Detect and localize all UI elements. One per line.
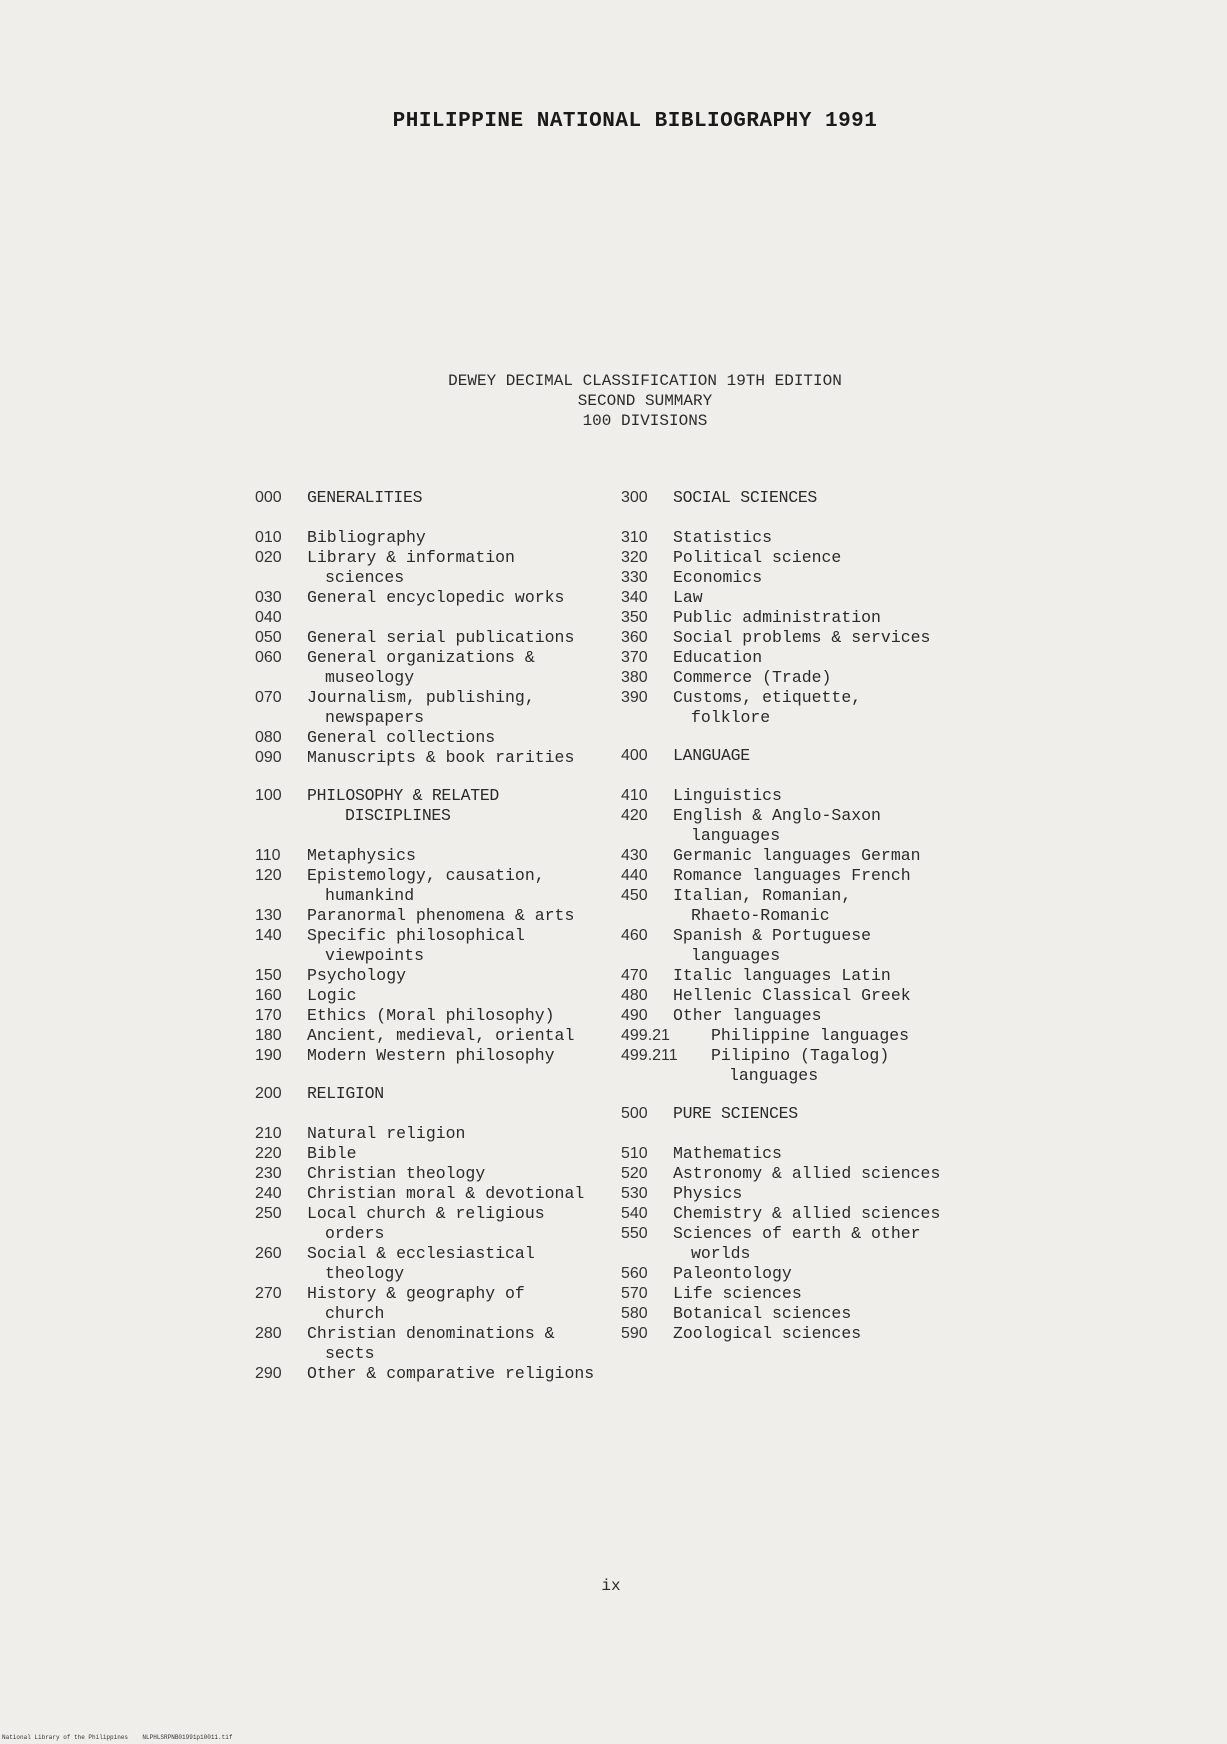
section-heading: [621, 1104, 981, 1124]
class-label-line: Italian, Romanian,: [673, 886, 852, 905]
class-entry: [255, 728, 615, 748]
class-number: 180: [255, 1027, 282, 1044]
class-label: [307, 608, 615, 628]
class-number: 310: [621, 529, 648, 546]
class-label: [307, 1324, 615, 1364]
class-label: [673, 1006, 981, 1026]
class-number: 420: [621, 807, 648, 824]
class-number: 380: [621, 669, 648, 686]
class-entry: [621, 1184, 981, 1204]
class-label-continuation: folklore: [691, 708, 771, 727]
class-entry: [621, 668, 981, 688]
class-number: 290: [255, 1365, 282, 1382]
class-label-line: General serial publications: [307, 628, 575, 647]
class-label-line: Mathematics: [673, 1144, 782, 1163]
class-number: 530: [621, 1185, 648, 1202]
class-label-line: Botanical sciences: [673, 1304, 852, 1323]
class-label: [673, 528, 981, 548]
class-label-continuation: DISCIPLINES: [345, 806, 451, 825]
class-number: 020: [255, 549, 282, 566]
class-entry: [621, 1164, 981, 1184]
class-number: 400: [621, 747, 648, 764]
class-label: [307, 1284, 615, 1324]
class-number: 100: [255, 787, 282, 804]
class-label: [307, 1184, 615, 1204]
class-number: 300: [621, 489, 648, 506]
section-heading: [621, 746, 981, 766]
class-entry: [255, 628, 615, 648]
class-entry: [621, 986, 981, 1006]
class-entry: [621, 568, 981, 588]
class-label-line: Political science: [673, 548, 842, 567]
class-entry: [621, 786, 981, 806]
class-number: 130: [255, 907, 282, 924]
class-label-line: Paranormal phenomena & arts: [307, 906, 575, 925]
class-label-line: Public administration: [673, 608, 881, 627]
class-label-continuation: languages: [729, 1066, 819, 1085]
class-label-line: Journalism, publishing,: [307, 688, 535, 707]
class-label-line: Natural religion: [307, 1124, 466, 1143]
class-number: 340: [621, 589, 648, 606]
footer-caption: National Library of the Philippines NLPHLSRPNB01991p10011.tif: [2, 1734, 233, 1741]
section-heading: [255, 786, 615, 826]
class-entry: [621, 866, 981, 886]
class-label-continuation: museology: [325, 668, 415, 687]
class-label-line: LANGUAGE: [673, 746, 750, 765]
class-entry: [255, 1124, 615, 1144]
class-label: [307, 846, 615, 866]
class-label: [307, 786, 615, 826]
class-label: [673, 548, 981, 568]
class-number: 110: [255, 847, 281, 864]
class-label-line: Economics: [673, 568, 763, 587]
class-number: 499.211: [621, 1047, 678, 1064]
class-entry: [255, 846, 615, 866]
class-label-line: Romance languages French: [673, 866, 911, 885]
class-entry: [255, 528, 615, 548]
class-entry: [255, 608, 615, 628]
class-label-line: History & geography of: [307, 1284, 525, 1303]
class-entry: [255, 1144, 615, 1164]
class-entry: [621, 1144, 981, 1164]
class-label: [673, 1324, 981, 1344]
class-label-continuation: orders: [325, 1224, 385, 1243]
class-label-line: Christian denominations &: [307, 1324, 555, 1343]
class-label-line: Physics: [673, 1184, 743, 1203]
class-number: 060: [255, 649, 282, 666]
class-label: [711, 1026, 981, 1046]
class-entry: [255, 1164, 615, 1184]
class-number: 150: [255, 967, 282, 984]
class-number: 440: [621, 867, 648, 884]
class-number: 140: [255, 927, 282, 944]
class-label: [673, 1304, 981, 1324]
class-number: 000: [255, 489, 282, 506]
class-label-line: Customs, etiquette,: [673, 688, 862, 707]
class-number: 260: [255, 1245, 282, 1262]
class-label-line: Manuscripts & book rarities: [307, 748, 575, 767]
class-label: [307, 1144, 615, 1164]
class-entry: [621, 1204, 981, 1224]
class-label-line: Local church & religious: [307, 1204, 545, 1223]
class-label: [673, 568, 981, 588]
class-entry: [255, 1244, 615, 1284]
class-label: [673, 1204, 981, 1224]
class-entry: [621, 588, 981, 608]
class-label: [673, 866, 981, 886]
class-label-line: Psychology: [307, 966, 407, 985]
page-title: PHILIPPINE NATIONAL BIBLIOGRAPHY 1991: [392, 110, 878, 133]
class-label-continuation: church: [325, 1304, 385, 1323]
class-number: 200: [255, 1085, 282, 1102]
class-label-continuation: languages: [691, 826, 781, 845]
class-entry: [255, 1026, 615, 1046]
class-entry: [621, 886, 981, 926]
class-label-line: Germanic languages German: [673, 846, 921, 865]
class-entry: [621, 966, 981, 986]
class-label: [307, 748, 615, 768]
class-label: [673, 688, 981, 728]
class-label-continuation: newspapers: [325, 708, 425, 727]
class-label-continuation: humankind: [325, 886, 415, 905]
class-entry: [621, 1006, 981, 1026]
class-number: 010: [255, 529, 282, 546]
class-label-line: Christian moral & devotional: [307, 1184, 585, 1203]
class-number: 280: [255, 1325, 282, 1342]
class-label-line: Chemistry & allied sciences: [673, 1204, 941, 1223]
class-entry: [621, 1284, 981, 1304]
class-label: [307, 548, 615, 588]
class-entry: [255, 688, 615, 728]
class-entry: [255, 866, 615, 906]
class-label: [673, 1284, 981, 1304]
class-label-line: PHILOSOPHY & RELATED: [307, 786, 500, 805]
class-label: [307, 966, 615, 986]
class-label-line: General organizations &: [307, 648, 535, 667]
divisions-heading: 100 DIVISIONS: [582, 412, 708, 430]
class-label-continuation: Rhaeto-Romanic: [691, 906, 830, 925]
class-number: 320: [621, 549, 648, 566]
class-label-line: General collections: [307, 728, 496, 747]
class-number: 560: [621, 1265, 648, 1282]
class-number: 410: [621, 787, 648, 804]
class-number: 270: [255, 1285, 282, 1302]
class-label-line: Life sciences: [673, 1284, 802, 1303]
class-entry: [255, 588, 615, 608]
class-entry: [621, 548, 981, 568]
page-number: ix: [601, 1577, 621, 1595]
class-label-continuation: languages: [691, 946, 781, 965]
class-entry: [255, 926, 615, 966]
class-label: [307, 488, 615, 508]
class-number: 460: [621, 927, 648, 944]
class-number: 510: [621, 1145, 648, 1162]
class-number: 490: [621, 1007, 648, 1024]
class-number: 550: [621, 1225, 648, 1242]
class-label-line: RELIGION: [307, 1084, 384, 1103]
class-number: 210: [255, 1125, 282, 1142]
class-label: [307, 1244, 615, 1284]
class-label: [307, 648, 615, 688]
class-label-line: Commerce (Trade): [673, 668, 832, 687]
class-label: [307, 688, 615, 728]
class-number: 040: [255, 609, 282, 626]
class-entry: [255, 906, 615, 926]
class-label-line: Modern Western philosophy: [307, 1046, 555, 1065]
class-entry: [255, 1184, 615, 1204]
class-label: [307, 906, 615, 926]
class-label: [673, 1144, 981, 1164]
class-label-line: Linguistics: [673, 786, 782, 805]
class-number: 160: [255, 987, 282, 1004]
class-label: [673, 1184, 981, 1204]
class-label: [307, 1364, 615, 1384]
class-label: [307, 866, 615, 906]
class-entry: [255, 548, 615, 588]
class-label: [307, 926, 615, 966]
class-label: [673, 488, 981, 508]
class-label-line: Sciences of earth & other: [673, 1224, 921, 1243]
class-label: [673, 668, 981, 688]
class-entry: [621, 1304, 981, 1324]
class-label: [307, 628, 615, 648]
class-label-line: Ethics (Moral philosophy): [307, 1006, 555, 1025]
class-label-line: GENERALITIES: [307, 488, 423, 507]
class-entry: [255, 1284, 615, 1324]
class-label-line: Logic: [307, 986, 357, 1005]
class-label: [307, 1204, 615, 1244]
class-label-line: Epistemology, causation,: [307, 866, 545, 885]
class-entry: [255, 966, 615, 986]
class-label: [673, 648, 981, 668]
class-number: 499.21: [621, 1027, 670, 1044]
class-label: [673, 986, 981, 1006]
class-entry: [621, 926, 981, 966]
class-label-line: Hellenic Classical Greek: [673, 986, 911, 1005]
class-label-line: Education: [673, 648, 763, 667]
class-label: [673, 746, 981, 766]
class-number: 450: [621, 887, 648, 904]
class-number: 370: [621, 649, 648, 666]
class-entry: [621, 1224, 981, 1264]
class-entry: [621, 1324, 981, 1344]
class-label: [673, 588, 981, 608]
class-entry: [255, 1046, 615, 1066]
class-number: 590: [621, 1325, 648, 1342]
class-entry: [621, 846, 981, 866]
class-entry: [621, 1046, 981, 1086]
class-entry: [255, 1364, 615, 1384]
class-label: [673, 926, 981, 966]
class-label-line: Law: [673, 588, 703, 607]
class-label: [673, 846, 981, 866]
class-label-line: Statistics: [673, 528, 773, 547]
class-entry: [255, 648, 615, 688]
class-label: [307, 1046, 615, 1066]
class-label-line: Spanish & Portuguese: [673, 926, 872, 945]
class-label: [673, 786, 981, 806]
class-number: 090: [255, 749, 282, 766]
class-label: [673, 1264, 981, 1284]
class-entry: [255, 1204, 615, 1244]
class-number: 390: [621, 689, 648, 706]
class-label: [307, 528, 615, 548]
class-number: 190: [255, 1047, 282, 1064]
class-entry: [621, 528, 981, 548]
class-label: [307, 1124, 615, 1144]
class-entry: [621, 1026, 981, 1046]
class-number: 120: [255, 867, 282, 884]
class-label: [307, 986, 615, 1006]
class-label: [673, 886, 981, 926]
class-number: 430: [621, 847, 648, 864]
class-label: [307, 1084, 615, 1104]
right-column: [621, 488, 981, 1344]
classification-heading: DEWEY DECIMAL CLASSIFICATION 19TH EDITION: [448, 372, 842, 390]
class-entry: [255, 748, 615, 768]
class-label: [673, 1224, 981, 1264]
class-entry: [621, 648, 981, 668]
class-label-line: SOCIAL SCIENCES: [673, 488, 818, 507]
class-number: 500: [621, 1105, 648, 1122]
class-label-line: Italic languages Latin: [673, 966, 891, 985]
section-heading: [255, 488, 615, 508]
class-label: [673, 608, 981, 628]
class-label-continuation: sects: [325, 1344, 375, 1363]
class-label-continuation: sciences: [325, 568, 405, 587]
class-number: 520: [621, 1165, 648, 1182]
class-entry: [621, 806, 981, 846]
class-label-line: Bible: [307, 1144, 357, 1163]
class-entry: [255, 1324, 615, 1364]
class-label-line: Philippine languages: [711, 1026, 910, 1045]
class-label-line: Social & ecclesiastical: [307, 1244, 535, 1263]
class-label: [673, 806, 981, 846]
class-entry: [621, 688, 981, 728]
class-label-line: Zoological sciences: [673, 1324, 862, 1343]
class-label-line: PURE SCIENCES: [673, 1104, 798, 1123]
class-number: 470: [621, 967, 648, 984]
class-label: [673, 966, 981, 986]
class-label-continuation: viewpoints: [325, 946, 425, 965]
class-entry: [255, 1006, 615, 1026]
class-entry: [621, 628, 981, 648]
class-label: [673, 1104, 981, 1124]
class-number: 240: [255, 1185, 282, 1202]
class-number: 570: [621, 1285, 648, 1302]
class-label: [307, 1164, 615, 1184]
class-label: [307, 588, 615, 608]
class-number: 580: [621, 1305, 648, 1322]
class-label-line: Bibliography: [307, 528, 426, 547]
section-heading: [621, 488, 981, 508]
class-entry: [621, 608, 981, 628]
class-label-line: Specific philosophical: [307, 926, 525, 945]
class-label: [307, 1006, 615, 1026]
class-label: [673, 1164, 981, 1184]
class-label-line: General encyclopedic works: [307, 588, 565, 607]
section-heading: [255, 1084, 615, 1104]
class-number: 350: [621, 609, 648, 626]
class-label: [307, 1026, 615, 1046]
class-label-continuation: worlds: [691, 1244, 751, 1263]
class-number: 540: [621, 1205, 648, 1222]
left-column: [255, 488, 615, 1384]
class-label-line: Social problems & services: [673, 628, 931, 647]
class-number: 170: [255, 1007, 282, 1024]
class-entry: [255, 986, 615, 1006]
class-number: 330: [621, 569, 648, 586]
class-label-line: Library & information: [307, 548, 515, 567]
class-label-line: Astronomy & allied sciences: [673, 1164, 941, 1183]
class-label-line: Paleontology: [673, 1264, 792, 1283]
class-entry: [621, 1264, 981, 1284]
class-label-line: Other languages: [673, 1006, 822, 1025]
class-label-line: Ancient, medieval, oriental: [307, 1026, 575, 1045]
class-number: 220: [255, 1145, 282, 1162]
class-number: 080: [255, 729, 282, 746]
class-number: 360: [621, 629, 648, 646]
class-number: 050: [255, 629, 282, 646]
class-number: 480: [621, 987, 648, 1004]
class-number: 250: [255, 1205, 282, 1222]
class-number: 030: [255, 589, 282, 606]
class-label: [307, 728, 615, 748]
class-label-line: English & Anglo-Saxon: [673, 806, 881, 825]
class-number: 230: [255, 1165, 282, 1182]
class-label-line: Metaphysics: [307, 846, 416, 865]
class-label-line: Christian theology: [307, 1164, 486, 1183]
class-label-continuation: theology: [325, 1264, 405, 1283]
class-label-line: Other & comparative religions: [307, 1364, 595, 1383]
class-number: 070: [255, 689, 282, 706]
class-label: [711, 1046, 981, 1086]
class-label-line: Pilipino (Tagalog): [711, 1046, 890, 1065]
summary-heading: SECOND SUMMARY: [577, 392, 713, 410]
class-label: [673, 628, 981, 648]
